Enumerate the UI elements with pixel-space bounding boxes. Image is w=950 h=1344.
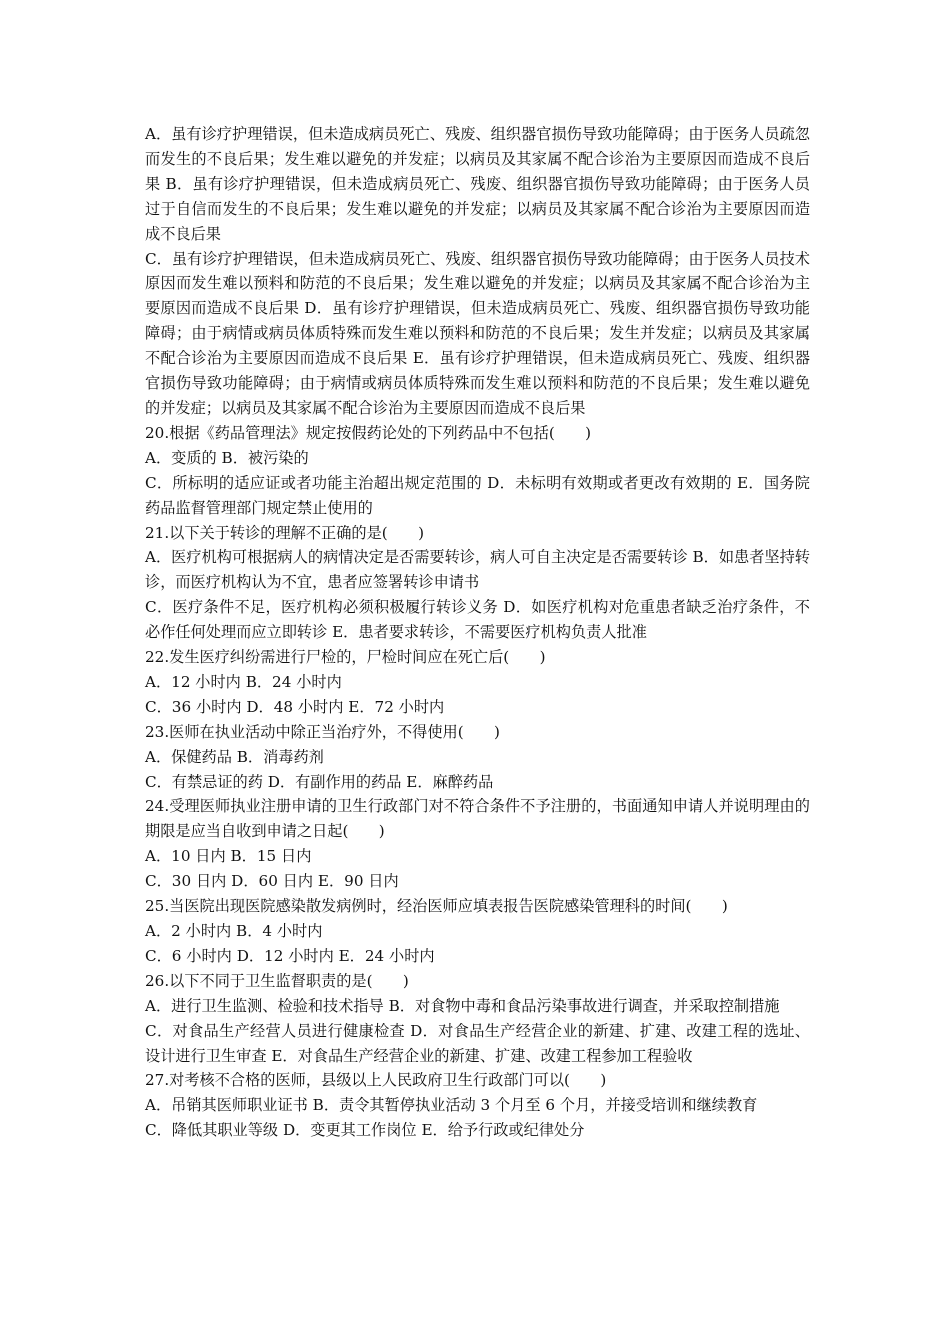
option-paragraph: A．吊销其医师职业证书 B．责令其暂停执业活动 3 个月至 6 个月，并接受培训和继续教育	[145, 1096, 758, 1115]
question-27: 27.对考核不合格的医师，县级以上人民政府卫生行政部门可以( )	[145, 1071, 607, 1090]
option-paragraph: C．36 小时内 D．48 小时内 E．72 小时内	[145, 697, 445, 716]
question-23: 23.医师在执业活动中除正当治疗外，不得使用( )	[145, 722, 500, 741]
option-paragraph: A．保健药品 B．消毒药剂	[145, 747, 324, 766]
document-page	[145, 122, 810, 1143]
option-paragraph: C．医疗条件不足，医疗机构必须积极履行转诊义务 D．如医疗机构对危重患者缺乏治疗条件，不必作任何处理而应立即转诊 E．患者要求转诊，不需要医疗机构负责人批准	[145, 598, 810, 642]
option-paragraph: A．12 小时内 B．24 小时内	[145, 672, 342, 691]
question-21: 21.以下关于转诊的理解不正确的是( )	[145, 523, 425, 542]
option-paragraph: A．变质的 B．被污染的	[145, 448, 309, 467]
option-paragraph: C．降低其职业等级 D．变更其工作岗位 E．给予行政或纪律处分	[145, 1121, 585, 1140]
question-20: 20.根据《药品管理法》规定按假药论处的下列药品中不包括( )	[145, 423, 592, 442]
question-26: 26.以下不同于卫生监督职责的是( )	[145, 971, 409, 990]
option-paragraph: C．6 小时内 D．12 小时内 E．24 小时内	[145, 946, 435, 965]
option-paragraph: A．2 小时内 B．4 小时内	[145, 922, 323, 940]
option-paragraph: C．虽有诊疗护理错误，但未造成病员死亡、残废、组织器官损伤导致功能障碍；由于医务人员技术原因而发生难以预料和防范的不良后果；发生难以避免的并发症；以病员及其家属不配合诊治为主要原因而造成不良后果 D．虽有诊疗护理错误，但未造成病员死亡、残废、组织器官损伤导致功能障碍；由于病情或病员体质特殊而发生难以预料和防范的不良后果；发生并发症；以病员及其家属不配合诊治为主要原因而造成不良后果 E．虽有诊疗护理错误，但未造成病员死亡、残废、组织器官损伤导致功能障碍；由于病情或病员体质特殊而发生难以预料和防范的不良后果；发生难以避免的并发症；以病员及其家属不配合诊治为主要原因而造成不良后果	[145, 249, 810, 417]
option-paragraph: A．医疗机构可根据病人的病情决定是否需要转诊，病人可自主决定是否需要转诊 B．如患者坚持转诊，而医疗机构认为不宜，患者应签署转诊申请书	[145, 548, 810, 592]
option-paragraph: A．10 日内 B．15 日内	[145, 847, 312, 866]
option-paragraph: A．虽有诊疗护理错误，但未造成病员死亡、残废、组织器官损伤导致功能障碍；由于医务人员疏忽而发生的不良后果；发生难以避免的并发症；以病员及其家属不配合诊治为主要原因而造成不良后果 B．虽有诊疗护理错误，但未造成病员死亡、残废、组织器官损伤导致功能障碍；由于医务人员过于自信而发生的不良后果；发生难以避免的并发症；以病员及其家属不配合诊治为主要原因而造成不良后果	[145, 125, 810, 243]
question-25: 25.当医院出现医院感染散发病例时，经治医师应填表报告医院感染管理科的时间( )	[145, 897, 728, 916]
option-paragraph: C．30 日内 D．60 日内 E．90 日内	[145, 872, 399, 891]
option-paragraph: C．所标明的适应证或者功能主治超出规定范围的 D．未标明有效期或者更改有效期的 E．国务院药品监督管理部门规定禁止使用的	[145, 473, 810, 517]
question-22: 22.发生医疗纠纷需进行尸检的，尸检时间应在死亡后( )	[145, 648, 546, 667]
question-24: 24.受理医师执业注册申请的卫生行政部门对不符合条件不予注册的，书面通知申请人并说明理由的期限是应当自收到申请之日起( )	[145, 797, 810, 841]
option-paragraph: C．对食品生产经营人员进行健康检查 D．对食品生产经营企业的新建、扩建、改建工程的选址、设计进行卫生审查 E．对食品生产经营企业的新建、扩建、改建工程参加工程验收	[145, 1021, 810, 1065]
option-paragraph: C．有禁忌证的药 D．有副作用的药品 E．麻醉药品	[145, 772, 494, 791]
option-paragraph: A．进行卫生监测、检验和技术指导 B．对食物中毒和食品污染事故进行调查，并采取控制措施	[145, 996, 780, 1015]
